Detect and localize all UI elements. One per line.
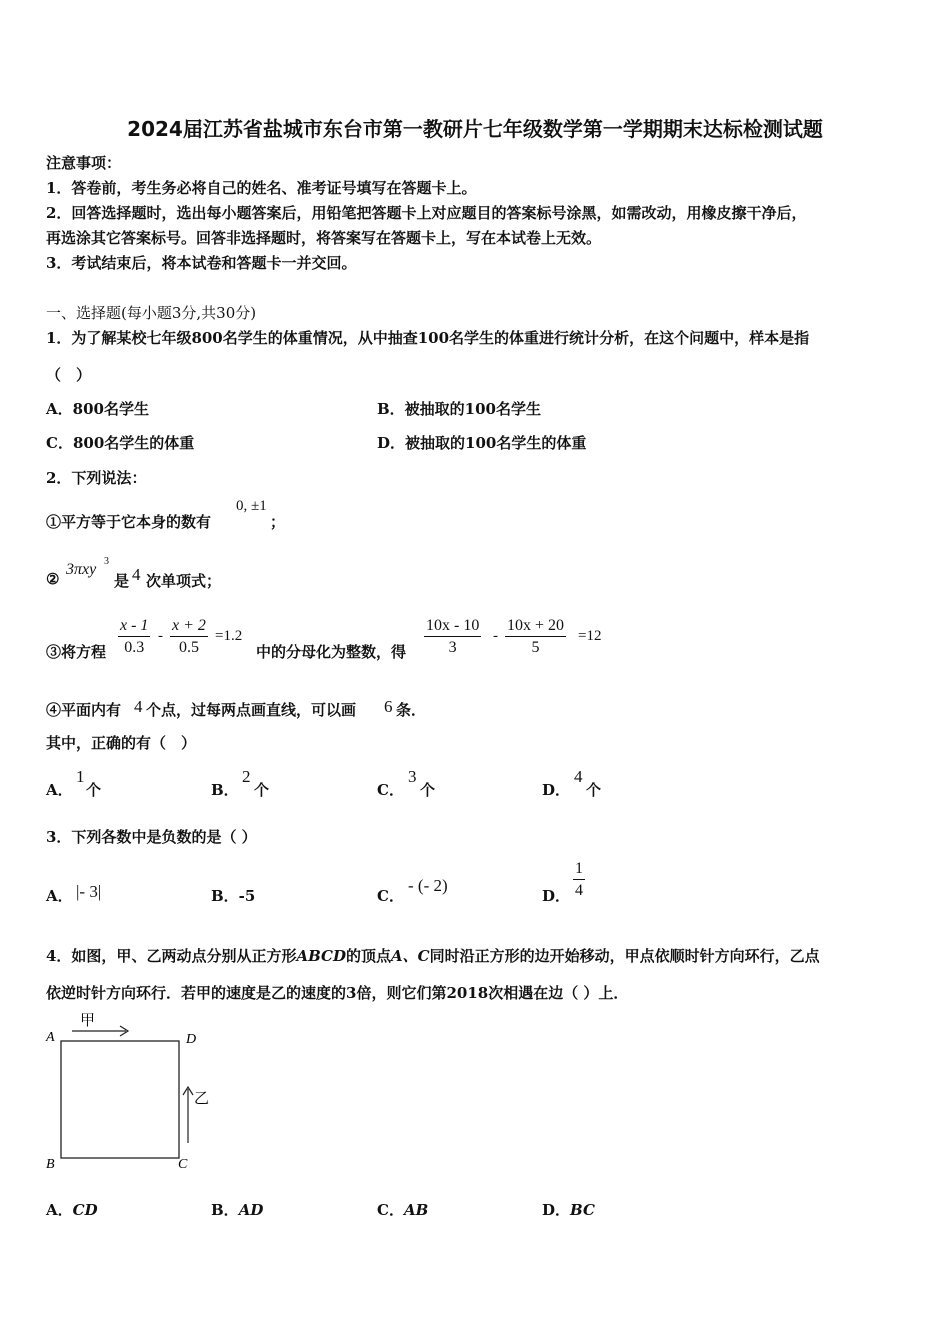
q2-fraction-1 (118, 616, 150, 659)
fraction-denominator: 5 (531, 639, 540, 656)
q2-option-d-number: 4 (574, 767, 583, 786)
q1-option-c: C．800名学生的体重 (46, 434, 195, 452)
vertex-b-label: B (46, 1157, 55, 1172)
q4-stem-part: 的顶点 (346, 947, 392, 965)
fraction-denominator: 0.5 (178, 639, 199, 656)
minus-sign: - (158, 628, 163, 644)
q3-stem: 3．下列各数中是负数的是（ ） (46, 828, 257, 846)
q3-option-c-label: C． (377, 887, 404, 905)
page-title: 2024届江苏省盐城市东台市第一教研片七年级数学第一学期期末达标检测试题 (127, 117, 823, 141)
q3-option-a-label: A． (46, 887, 73, 905)
q2-statement-1-end: ； (270, 513, 286, 531)
q4-stem-part: 4．如图，甲、乙两动点分别从正方形 (46, 947, 297, 965)
q4-vertices: A、C (391, 947, 430, 965)
fraction-numerator: x + 2 (170, 616, 208, 637)
square-outline (61, 1041, 179, 1158)
fraction-numerator: 10x - 10 (424, 616, 481, 637)
q2-option-d-unit: 个 (586, 781, 602, 799)
q2-statement-3-mid: 中的分母化为整数，得 (256, 643, 407, 661)
q2-statement-2-end: 次单项式； (146, 572, 222, 590)
q2-option-c-unit: 个 (420, 781, 436, 799)
fraction-denominator: 0.3 (124, 639, 145, 656)
fraction-denominator: 4 (575, 882, 583, 899)
fraction-numerator: x - 1 (118, 616, 150, 637)
q2-statement-1-math: 0, ±1 (236, 498, 267, 514)
q2-statement-1: ①平方等于它本身的数有 (46, 513, 212, 531)
q4-square-name: ABCD (296, 947, 346, 965)
q1-stem: 1．为了解某校七年级800名学生的体重情况，从中抽查100名学生的体重进行统计分析，在这个问题中，样本是指 (46, 329, 810, 347)
q2-fraction-4 (505, 616, 566, 659)
q2-stem: 2．下列说法： (46, 469, 147, 487)
option-value: AB (403, 1201, 429, 1219)
option-label: B． (211, 1201, 239, 1219)
q1-option-d: D．被抽取的100名学生的体重 (377, 434, 587, 452)
option-label: C． (377, 1201, 404, 1219)
equation-rhs: =12 (578, 628, 602, 644)
q4-stem-line-1 (46, 945, 820, 966)
q2-statement-4-mid: 个点，过每两点画直线，可以画 (146, 701, 357, 719)
q3-option-c-math: - (- 2) (408, 876, 448, 895)
minus-sign: - (493, 628, 498, 644)
section-heading: 一、选择题(每小题3分,共30分) (46, 304, 257, 322)
notice-item: 3．考试结束后，将本试卷和答题卡一并交回。 (46, 254, 357, 272)
q2-option-b-number: 2 (242, 767, 251, 786)
option-value: BC (570, 1201, 595, 1219)
q2-option-b-unit: 个 (254, 781, 270, 799)
equation-rhs: =1.2 (215, 628, 243, 644)
q2-statement-2-exponent: 3 (104, 556, 109, 567)
option-label: D． (542, 1201, 571, 1219)
q2-option-d-label: D． (542, 781, 571, 799)
q2-option-a-unit: 个 (86, 781, 102, 799)
notice-item: 再选涂其它答案标号。回答非选择题时，将答案写在答题卡上，写在本试卷上无效。 (46, 229, 602, 247)
notice-item: 1．答卷前，考生务必将自己的姓名、准考证号填写在答题卡上。 (46, 179, 477, 197)
q4-option-a (46, 1199, 98, 1220)
vertex-a-label: A (46, 1030, 55, 1045)
yi-label: 乙 (194, 1091, 210, 1107)
q4-option-b (211, 1199, 263, 1220)
option-value: CD (72, 1201, 98, 1219)
q2-option-c-number: 3 (408, 767, 417, 786)
q4-stem-part: 同时沿正方形的边开始移动，甲点依顺时针方向环行，乙点 (429, 947, 820, 965)
q2-statement-4-end: 条． (396, 701, 427, 719)
q2-statement-4-m: 6 (384, 697, 393, 716)
q4-option-d (542, 1199, 595, 1220)
fraction-denominator: 3 (448, 639, 457, 656)
vertex-c-label: C (178, 1157, 188, 1172)
q2-option-b-label: B． (211, 781, 239, 799)
notice-item: 2．回答选择题时，选出每小题答案后，用铅笔把答题卡上对应题目的答案标号涂黑，如需改动，用橡皮擦干净后， (46, 204, 807, 222)
q2-option-a-number: 1 (76, 767, 85, 786)
jia-label: 甲 (80, 1013, 96, 1029)
q4-option-c (377, 1199, 428, 1220)
q2-statement-2-number: 4 (132, 565, 141, 584)
q2-statement-2-mid: 是 (114, 572, 130, 590)
q2-statement-4-n: 4 (134, 697, 143, 716)
option-value: AD (238, 1201, 264, 1219)
q3-option-d-label: D． (542, 887, 571, 905)
q2-fraction-2 (170, 616, 208, 659)
vertex-d-label: D (186, 1032, 197, 1047)
fraction-numerator: 10x + 20 (505, 616, 566, 637)
q2-statement-2-math: 3πxy (66, 561, 97, 578)
q2-option-a-label: A． (46, 781, 73, 799)
q2-option-c-label: C． (377, 781, 404, 799)
q2-statement-4: ④平面内有 (46, 701, 122, 719)
notice-heading: 注意事项： (46, 154, 122, 172)
fraction-numerator: 1 (573, 859, 585, 880)
q4-stem-line-2: 依逆时针方向环行．若甲的速度是乙的速度的3倍，则它们第2018次相遇在边（ ）上． (46, 984, 629, 1002)
q2-statement-2-circle: ② (46, 570, 60, 588)
q4-square-figure (40, 1005, 225, 1180)
option-label: A． (46, 1201, 73, 1219)
q3-option-a-math: |- 3| (76, 882, 102, 901)
q1-option-a: A．800名学生 (46, 400, 149, 418)
q3-option-d-fraction (573, 859, 585, 902)
q2-question: 其中，正确的有（ ） (46, 734, 197, 752)
q3-option-b: B．-5 (211, 887, 256, 905)
q2-statement-3: ③将方程 (46, 643, 107, 661)
q1-option-b: B．被抽取的100名学生 (377, 400, 541, 418)
q1-paren: （ ） (46, 366, 92, 384)
q2-fraction-3 (424, 616, 481, 659)
